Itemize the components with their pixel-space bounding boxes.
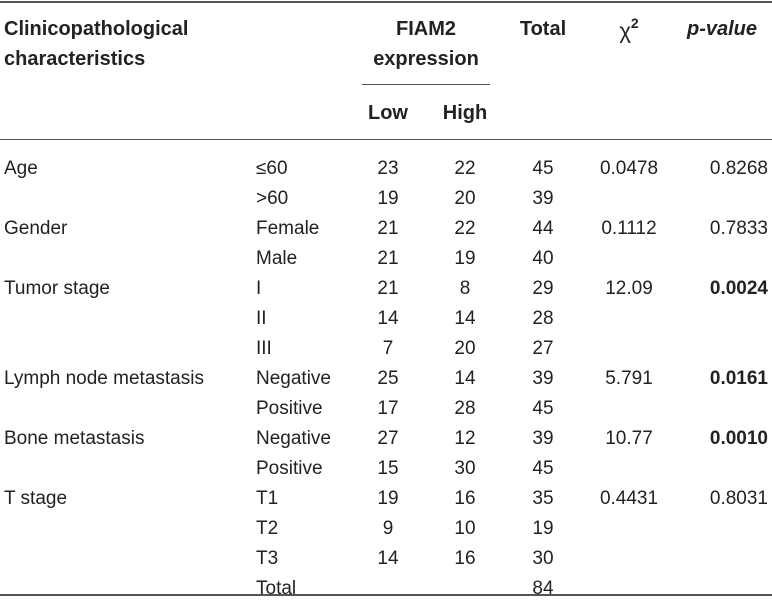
- top-rule: [0, 1, 772, 3]
- cell-p-value: 0.0024: [709, 278, 768, 299]
- cell-high: 22: [454, 218, 476, 239]
- cell-total: 45: [532, 158, 554, 179]
- cell-high: 16: [454, 548, 476, 569]
- cell-subgroup: Positive: [256, 398, 323, 419]
- cell-subgroup: ≤60: [256, 158, 288, 179]
- cell-high: 20: [454, 338, 476, 359]
- cell-subgroup: >60: [256, 188, 289, 209]
- header-total: Total: [519, 18, 567, 40]
- cell-high: 19: [454, 248, 476, 269]
- header-chi-superscript: 2: [630, 15, 639, 31]
- bottom-rule: [0, 594, 772, 596]
- cell-chi-square: 0.1112: [601, 218, 657, 239]
- cell-p-value: 0.8031: [709, 488, 768, 509]
- cell-total: 45: [532, 458, 554, 479]
- table-row: [0, 484, 772, 514]
- header-chi-symbol: χ: [619, 18, 631, 44]
- cell-high: 10: [454, 518, 476, 539]
- table-row: [0, 514, 772, 544]
- cell-total: 45: [532, 398, 554, 419]
- header-rule: [0, 139, 772, 140]
- cell-characteristic: Tumor stage: [4, 278, 110, 299]
- table-row: [0, 214, 772, 244]
- table-row: [0, 574, 772, 604]
- cell-low: 21: [377, 218, 399, 239]
- cell-high: 30: [454, 458, 476, 479]
- cell-characteristic: Lymph node metastasis: [4, 368, 204, 389]
- cell-chi-square: 10.77: [605, 428, 653, 449]
- cell-characteristic: T stage: [4, 488, 68, 509]
- cell-high: 20: [454, 188, 476, 209]
- cell-total: 35: [532, 488, 554, 509]
- cell-high: 8: [459, 278, 471, 299]
- table-body: [0, 154, 772, 604]
- cell-characteristic: Gender: [4, 218, 68, 239]
- cell-characteristic: Bone metastasis: [4, 428, 145, 449]
- cell-chi-square: 12.09: [605, 278, 653, 299]
- cell-chi-square: 0.4431: [599, 488, 659, 509]
- cell-p-value: 0.0010: [709, 428, 768, 449]
- cell-total: 30: [532, 548, 554, 569]
- cell-low: 15: [377, 458, 399, 479]
- cell-chi-square: 5.791: [605, 368, 653, 389]
- cell-high: 14: [454, 368, 476, 389]
- cell-subgroup: T2: [256, 518, 279, 539]
- cell-low: 19: [377, 488, 399, 509]
- cell-low: 27: [377, 428, 399, 449]
- header-low: Low: [368, 102, 408, 124]
- cell-low: 21: [377, 248, 399, 269]
- cell-high: 12: [454, 428, 476, 449]
- cell-subgroup: I: [256, 278, 262, 299]
- cell-low: 9: [382, 518, 394, 539]
- cell-low: 23: [377, 158, 399, 179]
- cell-low: 14: [377, 548, 399, 569]
- cell-p-value: 0.0161: [709, 368, 768, 389]
- table-row: [0, 544, 772, 574]
- cell-subgroup: Negative: [256, 368, 331, 389]
- cell-subgroup: T3: [256, 548, 279, 569]
- cell-total: 39: [532, 188, 554, 209]
- cell-total: 39: [532, 368, 554, 389]
- table-row: [0, 274, 772, 304]
- cell-subgroup: Negative: [256, 428, 331, 449]
- cell-high: 14: [454, 308, 476, 329]
- header-chi-square: [588, 10, 670, 46]
- cell-subgroup: Total: [256, 578, 297, 599]
- table-row: [0, 394, 772, 424]
- header-fiam2-expression: FIAM2 expression: [373, 18, 479, 70]
- cell-total: 40: [532, 248, 554, 269]
- cell-low: 25: [377, 368, 399, 389]
- table-row: [0, 334, 772, 364]
- cell-low: 7: [382, 338, 394, 359]
- cell-subgroup: II: [256, 308, 267, 329]
- cell-total: 27: [532, 338, 554, 359]
- header-p-text: p-value: [686, 18, 758, 40]
- cell-low: 19: [377, 188, 399, 209]
- table-row: [0, 424, 772, 454]
- header-p-value: [672, 14, 772, 44]
- cell-chi-square: 0.0478: [599, 158, 659, 179]
- header-high: High: [442, 102, 488, 124]
- subheader-rule: [362, 84, 490, 85]
- cell-total: 39: [532, 428, 554, 449]
- table-row: [0, 454, 772, 484]
- cell-subgroup: III: [256, 338, 272, 359]
- table-row: [0, 244, 772, 274]
- cell-low: 14: [377, 308, 399, 329]
- cell-total: 28: [532, 308, 554, 329]
- cell-p-value: 0.8268: [709, 158, 768, 179]
- cell-low: 17: [377, 398, 399, 419]
- cell-total: 84: [532, 578, 554, 599]
- cell-total: 19: [532, 518, 554, 539]
- header-characteristics: Clinicopathological characteristics: [4, 18, 189, 70]
- cell-high: 22: [454, 158, 476, 179]
- cell-high: 28: [454, 398, 476, 419]
- cell-low: 21: [377, 278, 399, 299]
- cell-subgroup: Male: [256, 248, 298, 269]
- table-row: [0, 364, 772, 394]
- cell-subgroup: Positive: [256, 458, 323, 479]
- cell-total: 44: [532, 218, 554, 239]
- cell-total: 29: [532, 278, 554, 299]
- cell-characteristic: Age: [4, 158, 38, 179]
- cell-subgroup: Female: [256, 218, 320, 239]
- cell-p-value: 0.7833: [709, 218, 768, 239]
- cell-high: 16: [454, 488, 476, 509]
- table-row: [0, 154, 772, 184]
- table-row: [0, 304, 772, 334]
- table-row: [0, 184, 772, 214]
- cell-subgroup: T1: [256, 488, 279, 509]
